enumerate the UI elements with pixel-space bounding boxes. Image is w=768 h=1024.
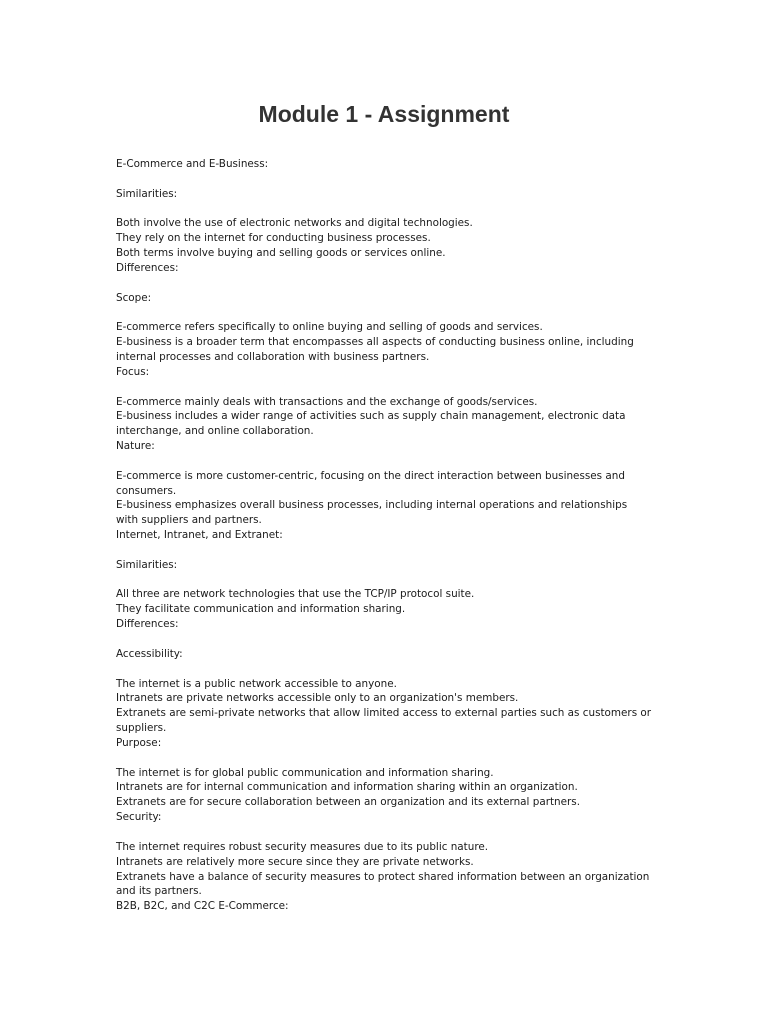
text-line: E-commerce is more customer-centric, focusing on the direct interaction between businesses and xyxy=(116,469,625,482)
text-line: Internet, Intranet, and Extranet: xyxy=(116,529,283,542)
blank-line xyxy=(116,573,676,588)
blank-line xyxy=(116,825,676,840)
page-title: Module 1 - Assignment xyxy=(258,101,510,127)
blank-line xyxy=(116,632,676,647)
blank-line xyxy=(116,202,676,217)
text-line: Intranets are private networks accessible only to an organization's members. xyxy=(116,692,519,705)
blank-line xyxy=(116,172,676,187)
text-line: suppliers. xyxy=(116,722,167,735)
blank-line xyxy=(116,380,676,395)
text-line: E-business emphasizes overall business processes, including internal operations and relationships xyxy=(116,499,628,512)
text-line: E-business is a broader term that encompasses all aspects of conducting business online, including xyxy=(116,336,634,349)
text-line: The internet is for global public communication and information sharing. xyxy=(116,766,494,779)
blank-line xyxy=(116,305,676,320)
text-line: The internet requires robust security measures due to its public nature. xyxy=(116,840,489,853)
text-line: E-business includes a wider range of activities such as supply chain management, electronic data xyxy=(116,410,626,423)
text-line: The internet is a public network accessible to anyone. xyxy=(116,677,397,690)
text-line: Accessibility: xyxy=(116,647,183,660)
text-line: Similarities: xyxy=(116,187,178,200)
text-line: Extranets are semi-private networks that allow limited access to external parties such as customers or xyxy=(116,707,652,720)
text-line: Differences: xyxy=(116,261,179,274)
text-line: B2B, B2C, and C2C E-Commerce: xyxy=(116,900,289,913)
text-line: Extranets are for secure collaboration between an organization and its external partners. xyxy=(116,796,581,809)
text-line: They rely on the internet for conducting business processes. xyxy=(116,232,431,245)
blank-line xyxy=(116,454,676,469)
text-line: internal processes and collaboration with business partners. xyxy=(116,350,430,363)
text-line: Intranets are for internal communication and information sharing within an organization. xyxy=(116,781,578,794)
blank-line xyxy=(116,751,676,766)
text-line: Both involve the use of electronic networks and digital technologies. xyxy=(116,217,473,230)
text-line: consumers. xyxy=(116,484,177,497)
text-line: and its partners. xyxy=(116,885,202,898)
text-line: Purpose: xyxy=(116,736,162,749)
text-line: Intranets are relatively more secure since they are private networks. xyxy=(116,855,474,868)
blank-line xyxy=(116,543,676,558)
text-line: Nature: xyxy=(116,440,155,453)
text-line: Both terms involve buying and selling goods or services online. xyxy=(116,247,446,260)
text-line: with suppliers and partners. xyxy=(116,514,262,527)
text-line: interchange, and online collaboration. xyxy=(116,425,314,438)
text-line: Scope: xyxy=(116,291,152,304)
text-line: E-commerce mainly deals with transactions and the exchange of goods/services. xyxy=(116,395,538,408)
text-line: Focus: xyxy=(116,365,150,378)
document-body xyxy=(116,157,676,914)
blank-line xyxy=(116,276,676,291)
text-line: E-Commerce and E-Business: xyxy=(116,158,269,170)
text-line: Similarities: xyxy=(116,558,178,571)
text-line: Security: xyxy=(116,811,162,824)
text-line: They facilitate communication and information sharing. xyxy=(116,603,406,616)
blank-line xyxy=(116,662,676,677)
text-line: Differences: xyxy=(116,618,179,631)
text-line: E-commerce refers specifically to online buying and selling of goods and services. xyxy=(116,321,543,334)
text-line: Extranets have a balance of security measures to protect shared information between an organization xyxy=(116,870,650,883)
text-line: All three are network technologies that use the TCP/IP protocol suite. xyxy=(116,588,475,601)
